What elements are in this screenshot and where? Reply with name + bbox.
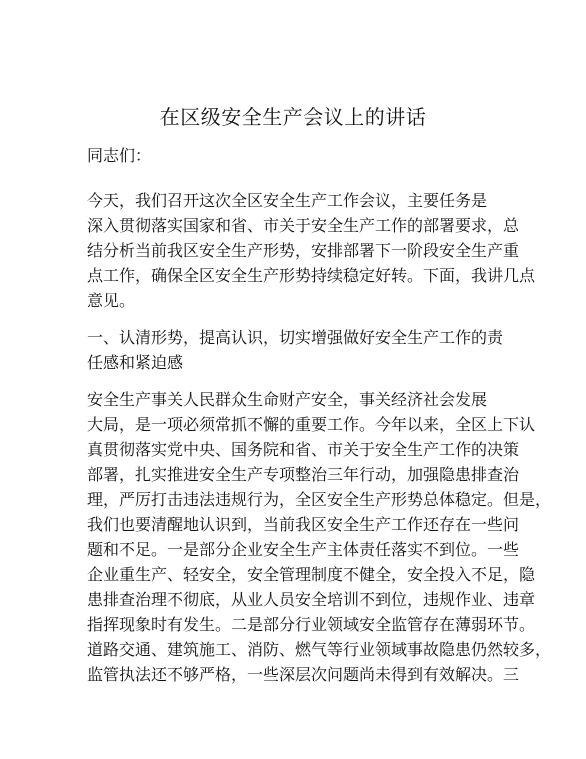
paragraph-introduction <box>87 188 536 313</box>
paragraph-line: 大局，是一项必须常抓不懈的重要工作。今年以来，全区上下认 <box>87 415 536 434</box>
salutation: 同志们： <box>87 146 152 165</box>
paragraph-line: 今天，我们召开这次全区安全生产工作会议，主要任务是 <box>87 191 488 210</box>
paragraph-line: 结分析当前我区安全生产形势，安排部署下一阶段安全生产重 <box>87 241 520 260</box>
paragraph-line: 道路交通、建筑施工、消防、燃气等行业领域事故隐患仍然较多， <box>87 640 552 659</box>
paragraph-line: 我们也要清醒地认识到，当前我区安全生产工作还存在一些问 <box>87 515 520 534</box>
paragraph-line: 点工作，确保全区安全生产形势持续稳定好转。下面，我讲几点 <box>87 266 536 285</box>
paragraph-line: 题和不足。一是部分企业安全生产主体责任落实不到位。一些 <box>87 540 520 559</box>
document-title: 在区级安全生产会议上的讲话 <box>159 105 427 129</box>
heading-line: 任感和紧迫感 <box>87 353 184 372</box>
paragraph-line: 安全生产事关人民群众生命财产安全，事关经济社会发展 <box>87 390 488 409</box>
paragraph-line: 监管执法还不够严格，一些深层次问题尚未得到有效解决。三 <box>87 665 520 684</box>
heading-line: 一、认清形势，提高认识，切实增强做好安全生产工作的责 <box>87 328 504 347</box>
paragraph-line: 理，严厉打击违法违规行为，全区安全生产形势总体稳定。但是， <box>87 490 552 509</box>
paragraph-line: 部署，扎实推进安全生产专项整治三年行动，加强隐患排查治 <box>87 465 520 484</box>
paragraph-spacing <box>87 313 506 325</box>
paragraph-line: 深入贯彻落实国家和省、市关于安全生产工作的部署要求，总 <box>87 216 520 235</box>
paragraph-spacing <box>87 375 506 387</box>
paragraph-situation <box>87 387 552 687</box>
paragraph-line: 真贯彻落实党中央、国务院和省、市关于安全生产工作的决策 <box>87 440 520 459</box>
paragraph-line: 意见。 <box>87 291 136 310</box>
paragraph-spacing <box>87 176 506 188</box>
paragraph-line: 患排查治理不彻底，从业人员安全培训不到位，违规作业、违章 <box>87 590 536 609</box>
paragraph-line: 指挥现象时有发生。二是部分行业领域安全监管存在薄弱环节。 <box>87 615 536 634</box>
section-heading <box>87 325 506 375</box>
paragraph-line: 企业重生产、轻安全，安全管理制度不健全，安全投入不足，隐 <box>87 565 536 584</box>
document-body <box>87 143 552 687</box>
